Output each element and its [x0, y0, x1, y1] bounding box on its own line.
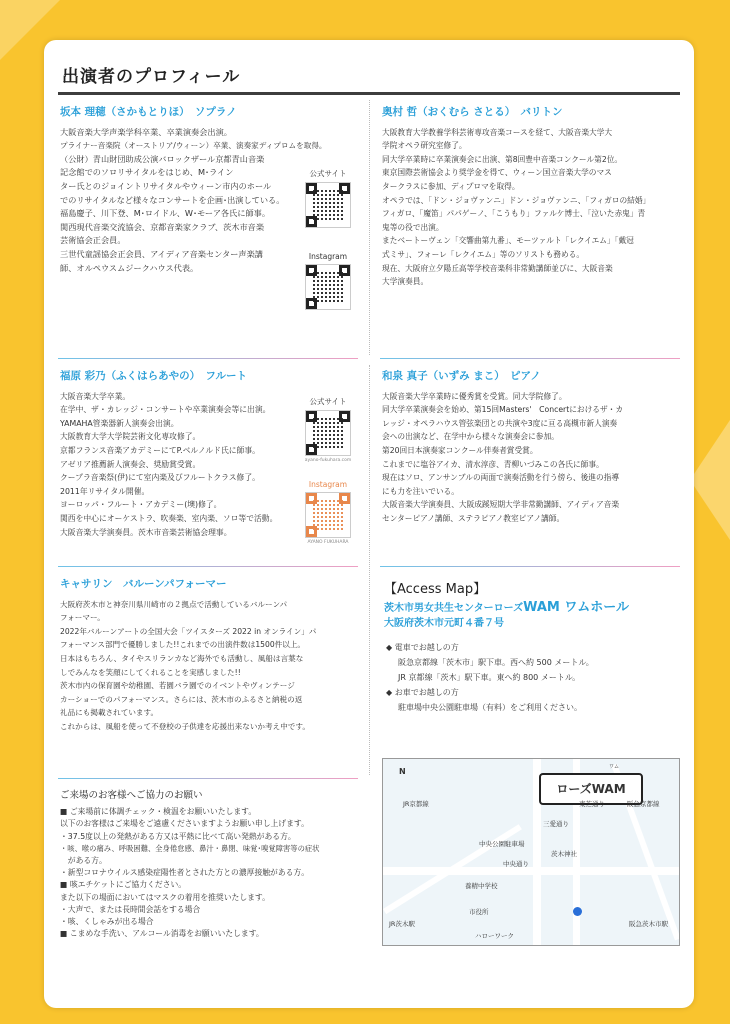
profile-line: これからは、風船を使って不登校の子供達を応援出来ないか考え中です。 [60, 721, 310, 731]
map-label: 養精中学校 [465, 882, 498, 890]
profile-line: 第20回日本演奏家コンクール伴奏者賞受賞。 [382, 445, 538, 455]
qr-icon [305, 182, 351, 228]
venue-hall: WAM ワムホール [523, 600, 629, 615]
profile-body [382, 126, 682, 289]
profile-line: 関西を中心にオーケストラ、吹奏楽、室内楽、ソロ等で活動。 [60, 513, 278, 523]
profile-line: 在学中、ザ・カレッジ・コンサートや卒業演奏会等に出演。 [60, 405, 271, 415]
profile-line: カーショーでのパフォーマンス。さらには、茨木市のふるさと納税の返 [60, 694, 303, 704]
profile-line: にも力を注いでいる。 [382, 486, 459, 496]
venue-line: 茨木市男女共生センターローズ [384, 603, 524, 614]
map-road [383, 867, 679, 875]
qr-icon [305, 264, 351, 310]
qr-code-sakamoto-site[interactable] [300, 168, 356, 228]
venue-name [384, 600, 629, 631]
map-callout-rosewam: ローズWAM [539, 773, 643, 805]
profile-line: 2011年リサイタル開催。 [60, 486, 150, 496]
profile-line: アゼリア推薦新人演奏会、奨励賞受賞。 [60, 459, 201, 469]
profile-line: ター氏とのジョイントリサイタルやウィーン市内のホール [60, 180, 272, 191]
profile-line: 東京国際芸術協会より奨学金を得て、ウィーン国立音楽大学のマス [382, 168, 612, 178]
profile-line: 三世代童謡協会正会員、アイディア音楽センター声楽講 [60, 248, 263, 259]
notice-line: ・新型コロナウイルス感染症陽性者とされた方との濃厚接触がある方。 [60, 868, 310, 878]
access-routes [386, 640, 594, 715]
profile-heading: 和泉 真子（いずみ まこ） ピアノ [382, 370, 541, 382]
profile-line: またベートーヴェン「交響曲第九番」、モーツァルト「レクイエム」「戴冠 [382, 236, 634, 246]
profile-line: でのリサイタルなど様々なコンサートを企画･出演している。 [60, 194, 285, 205]
map-label: 中央通り [503, 860, 529, 868]
profile-line: （公財）青山財団助成公演バロックザール京都青山音楽 [60, 153, 265, 164]
profile-line: 鬼等の役で出演。 [382, 222, 444, 232]
profile-line: 2022年バルーンアートの全国大会「ツイスターズ 2022 in オンライン」パ [60, 626, 317, 636]
notice-line: ・大声で、または長時間会話をする場合 [60, 904, 201, 914]
notice-heading: ご来場のお客様へご協力のお願い [60, 790, 203, 801]
profile-heading: 福原 彩乃（ふくはらあやの） フルート [60, 370, 247, 382]
column-divider [369, 100, 370, 355]
profile-body [60, 598, 360, 734]
profile-line: フォーマンス部門で優勝しました!!これまでの出演件数は1500件以上。 [60, 640, 306, 650]
map-label: 阪急茨木市駅 [629, 920, 668, 928]
column-divider [369, 365, 370, 775]
profile-heading: 奥村 哲（おくむら さとる） バリトン [382, 106, 563, 118]
profile-line: 大学演奏員。 [382, 277, 429, 287]
profile-line: 学院オペラ研究室修了。 [382, 141, 467, 151]
route-line: 阪急京都線「茨木市」駅下車。西へ約 500 メートル。 [398, 658, 594, 667]
profile-okumura [382, 106, 682, 289]
route-heading: ◆ 電車でお越しの方 [386, 643, 459, 652]
notice-line: ■ 咳エチケットにご協力ください。 [60, 880, 187, 890]
section-divider [380, 566, 680, 567]
profile-line: 大阪教育大学大学院芸術文化専攻修了。 [60, 432, 201, 442]
profile-line: プライナー音楽院（オーストリア/ウィーン）卒業、演奏家ディプロムを取得。 [60, 141, 327, 151]
map-label: 阪急京都線 [627, 800, 660, 808]
qr-icon [305, 410, 351, 456]
profile-line: ヨーロッパ・フルート・アカデミー(墺)修了。 [60, 500, 222, 510]
profile-line: フィガロ、「魔笛」パパゲーノ、「こうもり」ファルケ博士、「泣いた赤鬼」青 [382, 209, 646, 219]
visitor-notice [60, 790, 360, 940]
map-label: 茨木神社 [551, 850, 577, 858]
profile-card [44, 40, 694, 1008]
qr-code-fukuhara-site[interactable] [300, 396, 356, 463]
map-callout-ruby: ワム [609, 764, 619, 770]
profile-line: これまでに塩谷アイカ、清水淳彦、青柳いづみこの各氏に師事。 [382, 459, 604, 469]
route-line: 駐車場中央公園駐車場（有料）をご利用ください。 [398, 703, 582, 712]
profile-line: 大阪教育大学教養学科芸術専攻音楽コースを経て、大阪音楽大学大 [382, 127, 613, 137]
profile-line: 式ミサ」、フォーレ「レクイエム」等のソリストも務める。 [382, 249, 585, 259]
notice-line: ・37.5度以上の発熱がある方又は平熱に比べて高い発熱がある方。 [60, 831, 296, 841]
qr-label: Instagram [308, 252, 348, 261]
profile-line: 現在、大阪府立夕陽丘高等学校音楽科非常勤講師並びに、大阪音楽 [382, 263, 613, 273]
qr-label: Instagram [308, 480, 348, 489]
title-rule [58, 92, 680, 95]
qr-code-sakamoto-instagram[interactable] [300, 252, 356, 310]
profile-line: 京都フランス音楽アカデミーにてP.ベルノルド氏に師事。 [60, 445, 260, 455]
page-title: 出演者のプロフィール [62, 67, 241, 87]
profile-line: 現在はソロ、アンサンブルの両面で演奏活動を行う傍ら、後進の指導 [382, 473, 620, 483]
route-heading: ◆ お車でお越しの方 [386, 688, 459, 697]
notice-line: ■ こまめな手洗い、アルコール消毒をお願いいたします。 [60, 929, 264, 939]
profile-heading: キャサリン バルーンパフォーマー [60, 578, 227, 590]
profile-line: 大阪音楽大学卒業。 [60, 391, 131, 401]
profile-line: 会への出演など、在学中から様々な演奏会に参加。 [382, 432, 559, 442]
map-label: JR茨木駅 [389, 920, 415, 928]
profile-izumi [382, 370, 682, 526]
qr-label: 公式サイト [309, 397, 347, 406]
map-label: 中央公園駐車場 [479, 840, 525, 848]
notice-line: ・咳、くしゃみが出る場合 [60, 917, 154, 927]
profile-line: 礼品にも掲載されています。 [60, 708, 159, 718]
map-label: ハローワーク [475, 932, 514, 940]
section-divider [58, 778, 358, 779]
section-divider [380, 358, 680, 359]
profile-line: 師、オルペウスムジークハウス代表。 [60, 262, 199, 273]
profile-line: 大阪府茨木市と神奈川県川崎市の２拠点で活動しているバルーンパ [60, 599, 288, 609]
notice-line: 以下のお客様はご来場をご遠慮くださいますようお願い申し上げます。 [60, 819, 309, 829]
notice-line: ■ ご来場前に体調チェック・検温をお願いいたします。 [60, 807, 257, 817]
access-map[interactable] [382, 758, 680, 946]
profile-line: 大阪音楽大学演奏員、大阪成蹊短期大学非常勤講師、アイディア音楽 [382, 500, 620, 510]
profile-line: レッジ・オペラハウス管弦楽団との共演や3度に亘る高槻市新人演奏 [382, 418, 618, 428]
profile-line: 日本はもちろん、タイやスリランカなど海外でも活動し、風船は言葉な [60, 653, 304, 663]
profile-line: 大阪音楽大学声楽学科卒業、卒業演奏会出演。 [60, 126, 232, 137]
profile-line: オペラでは、「ドン・ジョヴァンニ」ドン・ジョヴァンニ、「フィガロの結婚」 [382, 195, 651, 205]
profile-line: 大阪音楽大学演奏員。茨木市音楽芸術協会理事。 [60, 527, 232, 537]
qr-caption: AYANO FUKUHARA [307, 540, 349, 545]
qr-label: 公式サイト [309, 169, 347, 178]
map-pin-icon [573, 907, 582, 916]
profile-line: 同大学卒業演奏会を始め、第15回Masters' Concertにおけるザ・カ [382, 405, 624, 415]
profile-line: しでみんなを笑顔にしてくれることを実感しました!! [60, 667, 241, 677]
profile-line: フォーマー。 [60, 613, 105, 623]
profile-line: YAMAHA管楽器新人演奏会出演。 [60, 418, 179, 428]
map-label: 市役所 [469, 908, 489, 916]
map-north: N [399, 767, 406, 776]
profile-body [382, 390, 682, 526]
profile-line: 福島慶子、川下登、M･ロイドル、W･モーア各氏に師事。 [60, 208, 271, 219]
background-decoration [690, 420, 730, 540]
profile-line: タークラスに参加、ディプロマを取得。 [382, 181, 520, 191]
qr-code-fukuhara-instagram[interactable] [300, 480, 356, 545]
qr-icon [305, 492, 351, 538]
profile-line: センターピアノ講師、ステラピアノ教室ピアノ講師。 [382, 513, 565, 523]
notice-line: また以下の場面においてはマスクの着用を推奨いたします。 [60, 892, 270, 902]
profile-body [60, 390, 300, 540]
venue-address: 大阪府茨木市元町４番７号 [384, 618, 504, 629]
map-label: 三愛通り [543, 820, 569, 828]
route-line: JR 京都線「茨木」駅下車。東へ約 800 メートル。 [398, 673, 581, 682]
profile-line: クープラ音楽祭(伊)にて室内楽及びフルートクラス修了。 [60, 473, 260, 483]
notice-line: ・咳、喉の痛み、呼吸困難、全身倦怠感、鼻汁・鼻閉、味覚･嗅覚障害等の症状 [60, 843, 320, 853]
profile-line: 大阪音楽大学卒業時に優秀賞を受賞。同大学院修了。 [382, 391, 567, 401]
profile-line: 茨木市内の保育園や幼稚園、若園バラ園でのイベントやヴィンテージ [60, 681, 295, 691]
section-divider [58, 358, 358, 359]
profile-fukuhara [60, 370, 300, 539]
map-label: JR京都線 [403, 800, 429, 808]
access-heading: 【Access Map】 [384, 582, 487, 597]
map-label: 東芝通り [579, 800, 605, 808]
profile-line: 芸術協会正会員。 [60, 235, 126, 246]
profile-heading: 坂本 理穂（さかもとりほ） ソプラノ [60, 106, 237, 118]
profile-catherine [60, 578, 360, 734]
profile-line: 記念館でのソロリサイタルをはじめ、M･ライン [60, 167, 234, 178]
qr-caption: ayano-fukuhara.com [304, 458, 352, 463]
section-divider [58, 566, 358, 567]
notice-line: がある方。 [60, 856, 107, 866]
profile-line: 関西現代音楽交流協会、京都音楽家クラブ、茨木市音楽 [60, 221, 265, 232]
profile-line: 同大学卒業時に卒業演奏会に出演、第8回豊中音楽コンクール第2位。 [382, 154, 623, 164]
